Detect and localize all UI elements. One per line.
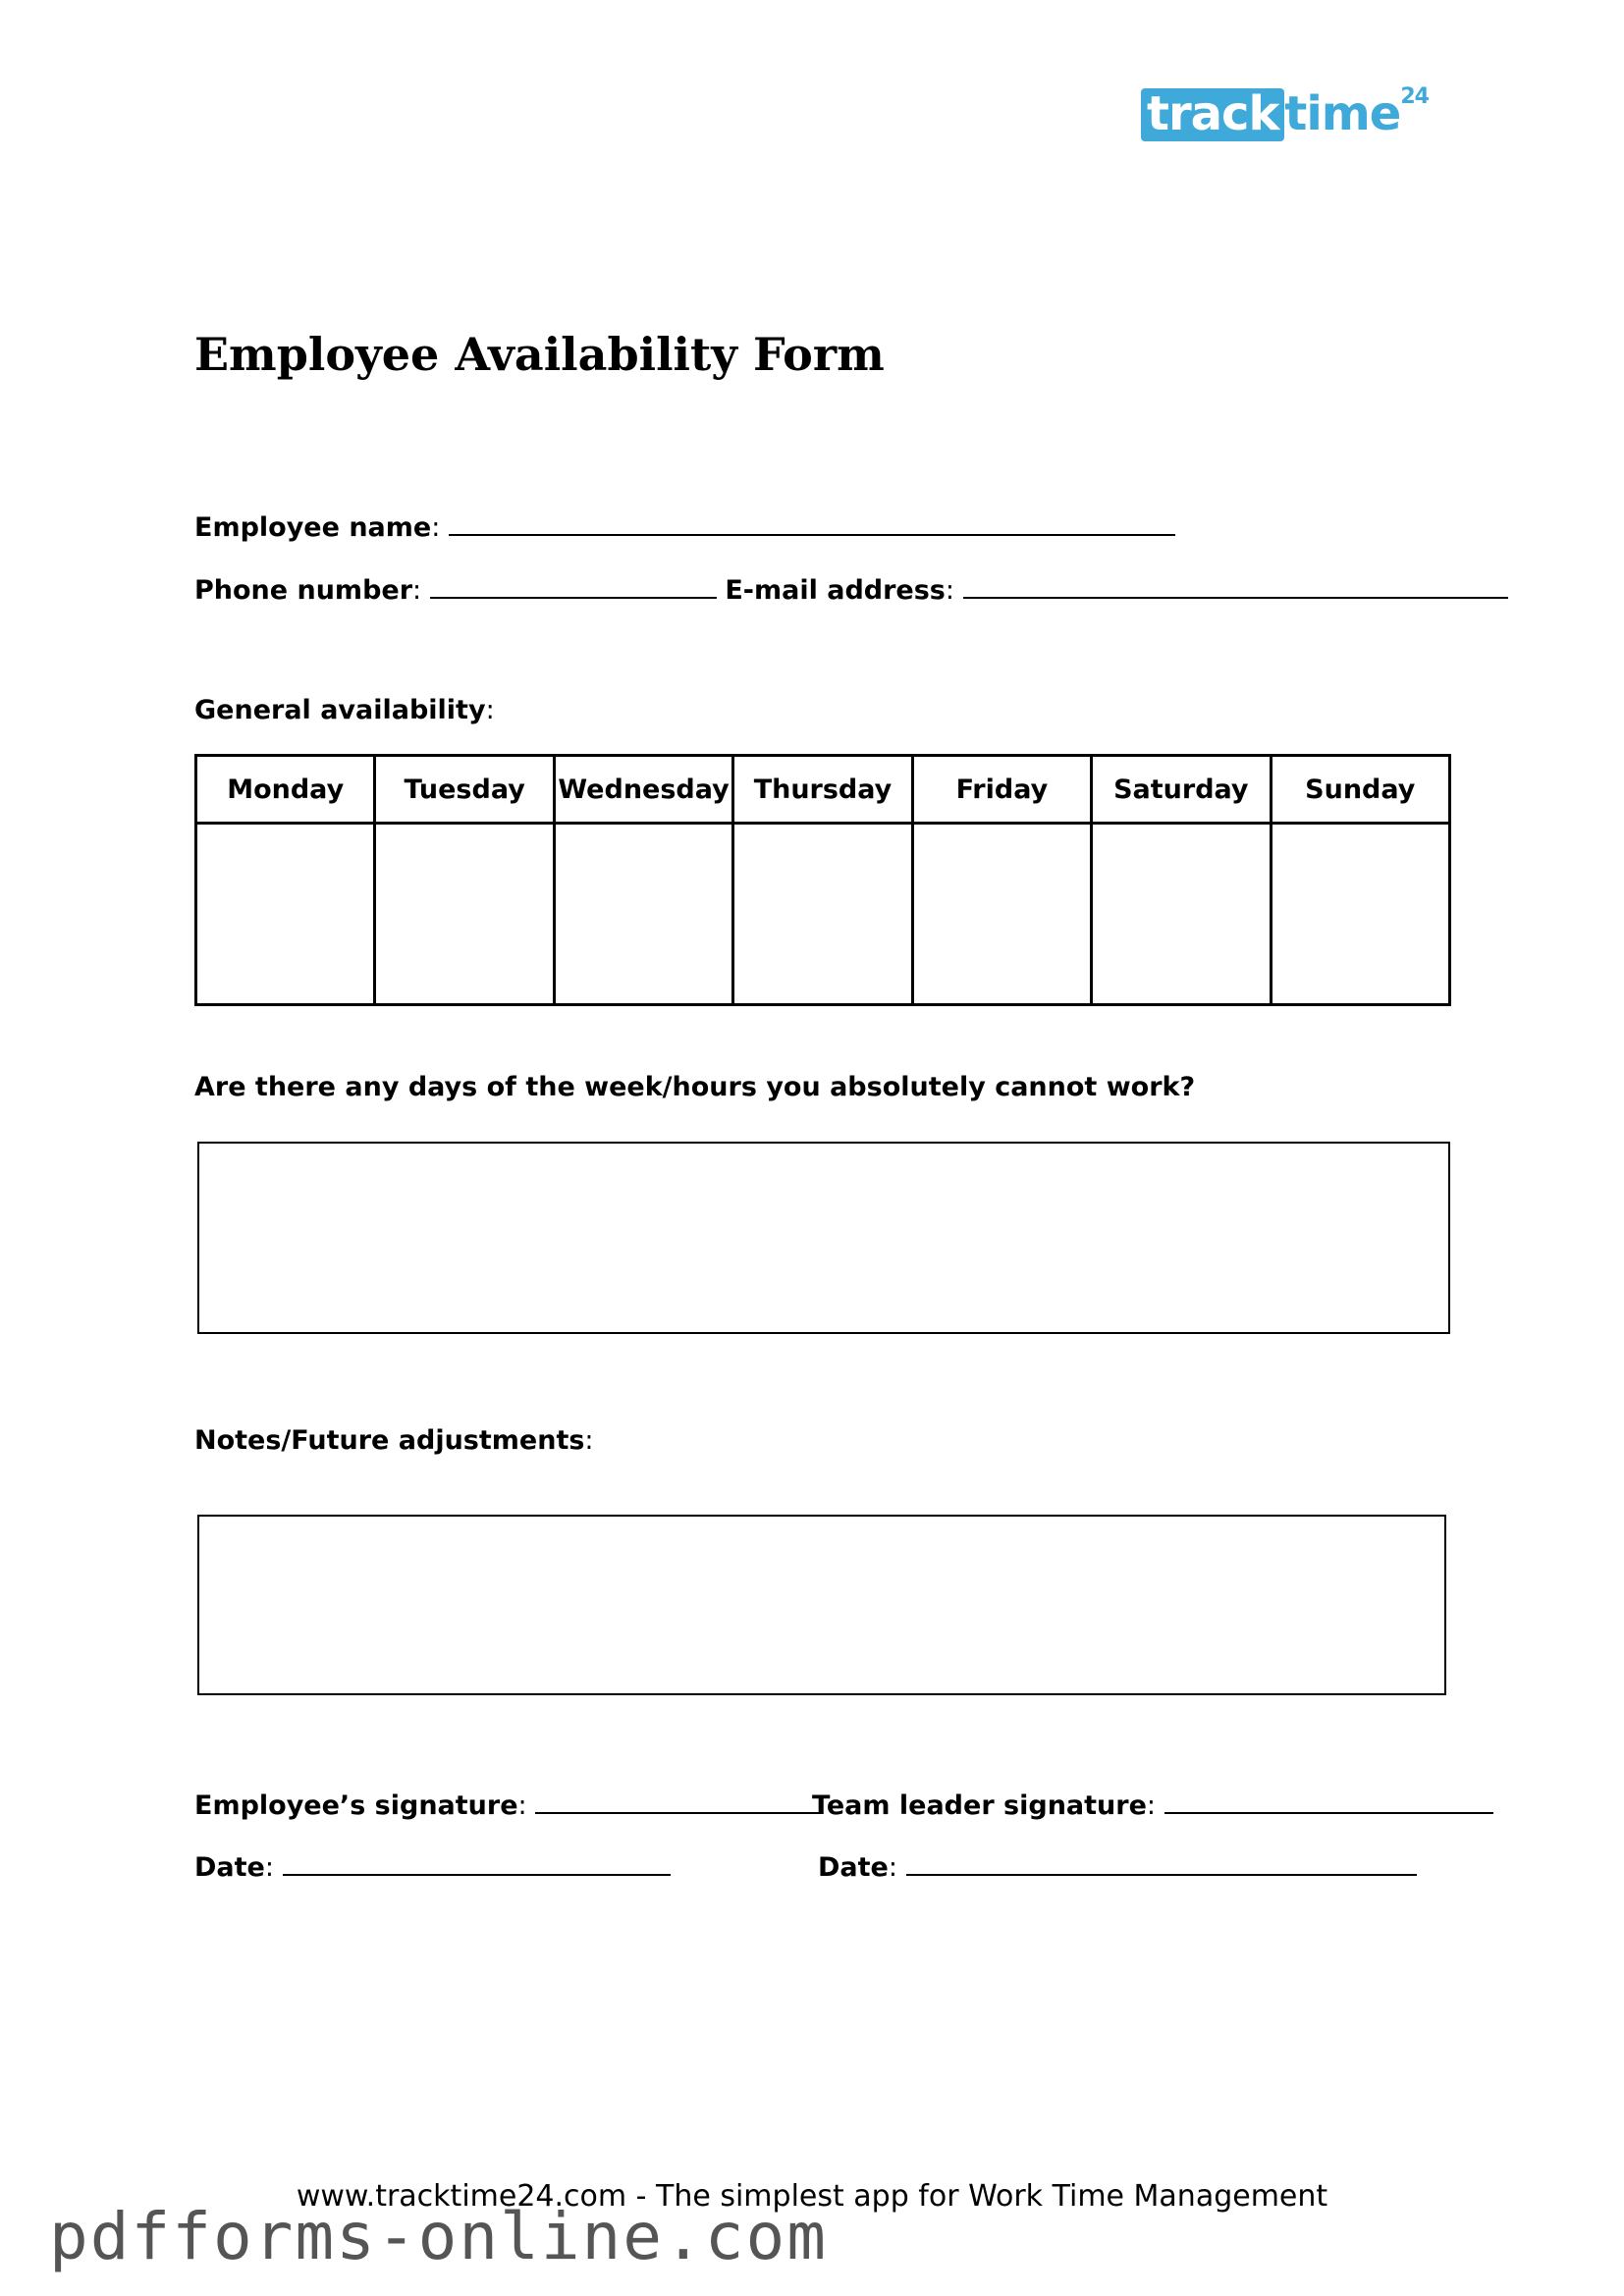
general-availability-label: General availability — [194, 695, 486, 725]
tracktime24-logo — [1141, 84, 1429, 141]
cannot-work-textarea[interactable] — [197, 1142, 1450, 1334]
day-header: Sunday — [1271, 756, 1449, 824]
employee-date-row: Date: — [194, 1848, 671, 1883]
availability-cell-saturday[interactable] — [1092, 824, 1271, 1005]
team-leader-signature-field[interactable] — [1164, 1787, 1493, 1814]
logo-suffix: time — [1284, 86, 1401, 141]
notes-label: Notes/Future adjustments — [194, 1425, 585, 1456]
footer-text: www.tracktime24.com - The simplest app for Work Time Management — [296, 2179, 1328, 2214]
team-leader-date-row: Date: — [818, 1848, 1417, 1883]
availability-cell-sunday[interactable] — [1271, 824, 1449, 1005]
phone-number-label: Phone number — [194, 575, 413, 606]
availability-cell-thursday[interactable] — [733, 824, 912, 1005]
notes-heading: Notes/Future adjustments: — [194, 1425, 594, 1456]
team-leader-signature-label: Team leader signature — [812, 1790, 1147, 1821]
cannot-work-question — [194, 1072, 1195, 1102]
day-header: Friday — [912, 756, 1091, 824]
watermark-text: pdfforms-online.com — [49, 2199, 828, 2274]
employee-name-field[interactable] — [449, 508, 1175, 536]
employee-date-label: Date — [194, 1852, 265, 1883]
day-header: Saturday — [1092, 756, 1271, 824]
employee-signature-row: Employee’s signature: — [194, 1787, 820, 1821]
availability-header-row — [196, 756, 1450, 824]
day-header: Tuesday — [375, 756, 554, 824]
notes-textarea[interactable] — [197, 1515, 1446, 1695]
logo-superscript: 24 — [1400, 84, 1429, 109]
contact-row: Phone number: E-mail address: — [194, 571, 1508, 606]
email-address-field[interactable] — [963, 571, 1508, 599]
email-address-label: E-mail address — [725, 575, 946, 606]
team-leader-date-field[interactable] — [906, 1848, 1417, 1876]
employee-name-row: Employee name: — [194, 508, 1175, 543]
logo-prefix: track — [1141, 88, 1284, 141]
page-title: Employee Availability Form — [194, 328, 885, 381]
employee-date-field[interactable] — [283, 1848, 671, 1876]
availability-table — [194, 754, 1451, 1006]
cannot-work-label: Are there any days of the week/hours you absolutely cannot work? — [194, 1072, 1196, 1102]
employee-signature-field[interactable] — [535, 1787, 820, 1814]
team-leader-signature-row: Team leader signature: — [812, 1787, 1493, 1821]
availability-entry-row — [196, 824, 1450, 1005]
team-leader-date-label: Date — [818, 1852, 889, 1883]
general-availability-heading: General availability: — [194, 695, 495, 725]
availability-cell-monday[interactable] — [196, 824, 375, 1005]
phone-number-field[interactable] — [430, 571, 717, 599]
day-header: Wednesday — [554, 756, 732, 824]
availability-cell-tuesday[interactable] — [375, 824, 554, 1005]
day-header: Thursday — [733, 756, 912, 824]
employee-name-label: Employee name — [194, 512, 432, 543]
availability-cell-wednesday[interactable] — [554, 824, 732, 1005]
employee-signature-label: Employee’s signature — [194, 1790, 518, 1821]
day-header: Monday — [196, 756, 375, 824]
availability-cell-friday[interactable] — [912, 824, 1091, 1005]
